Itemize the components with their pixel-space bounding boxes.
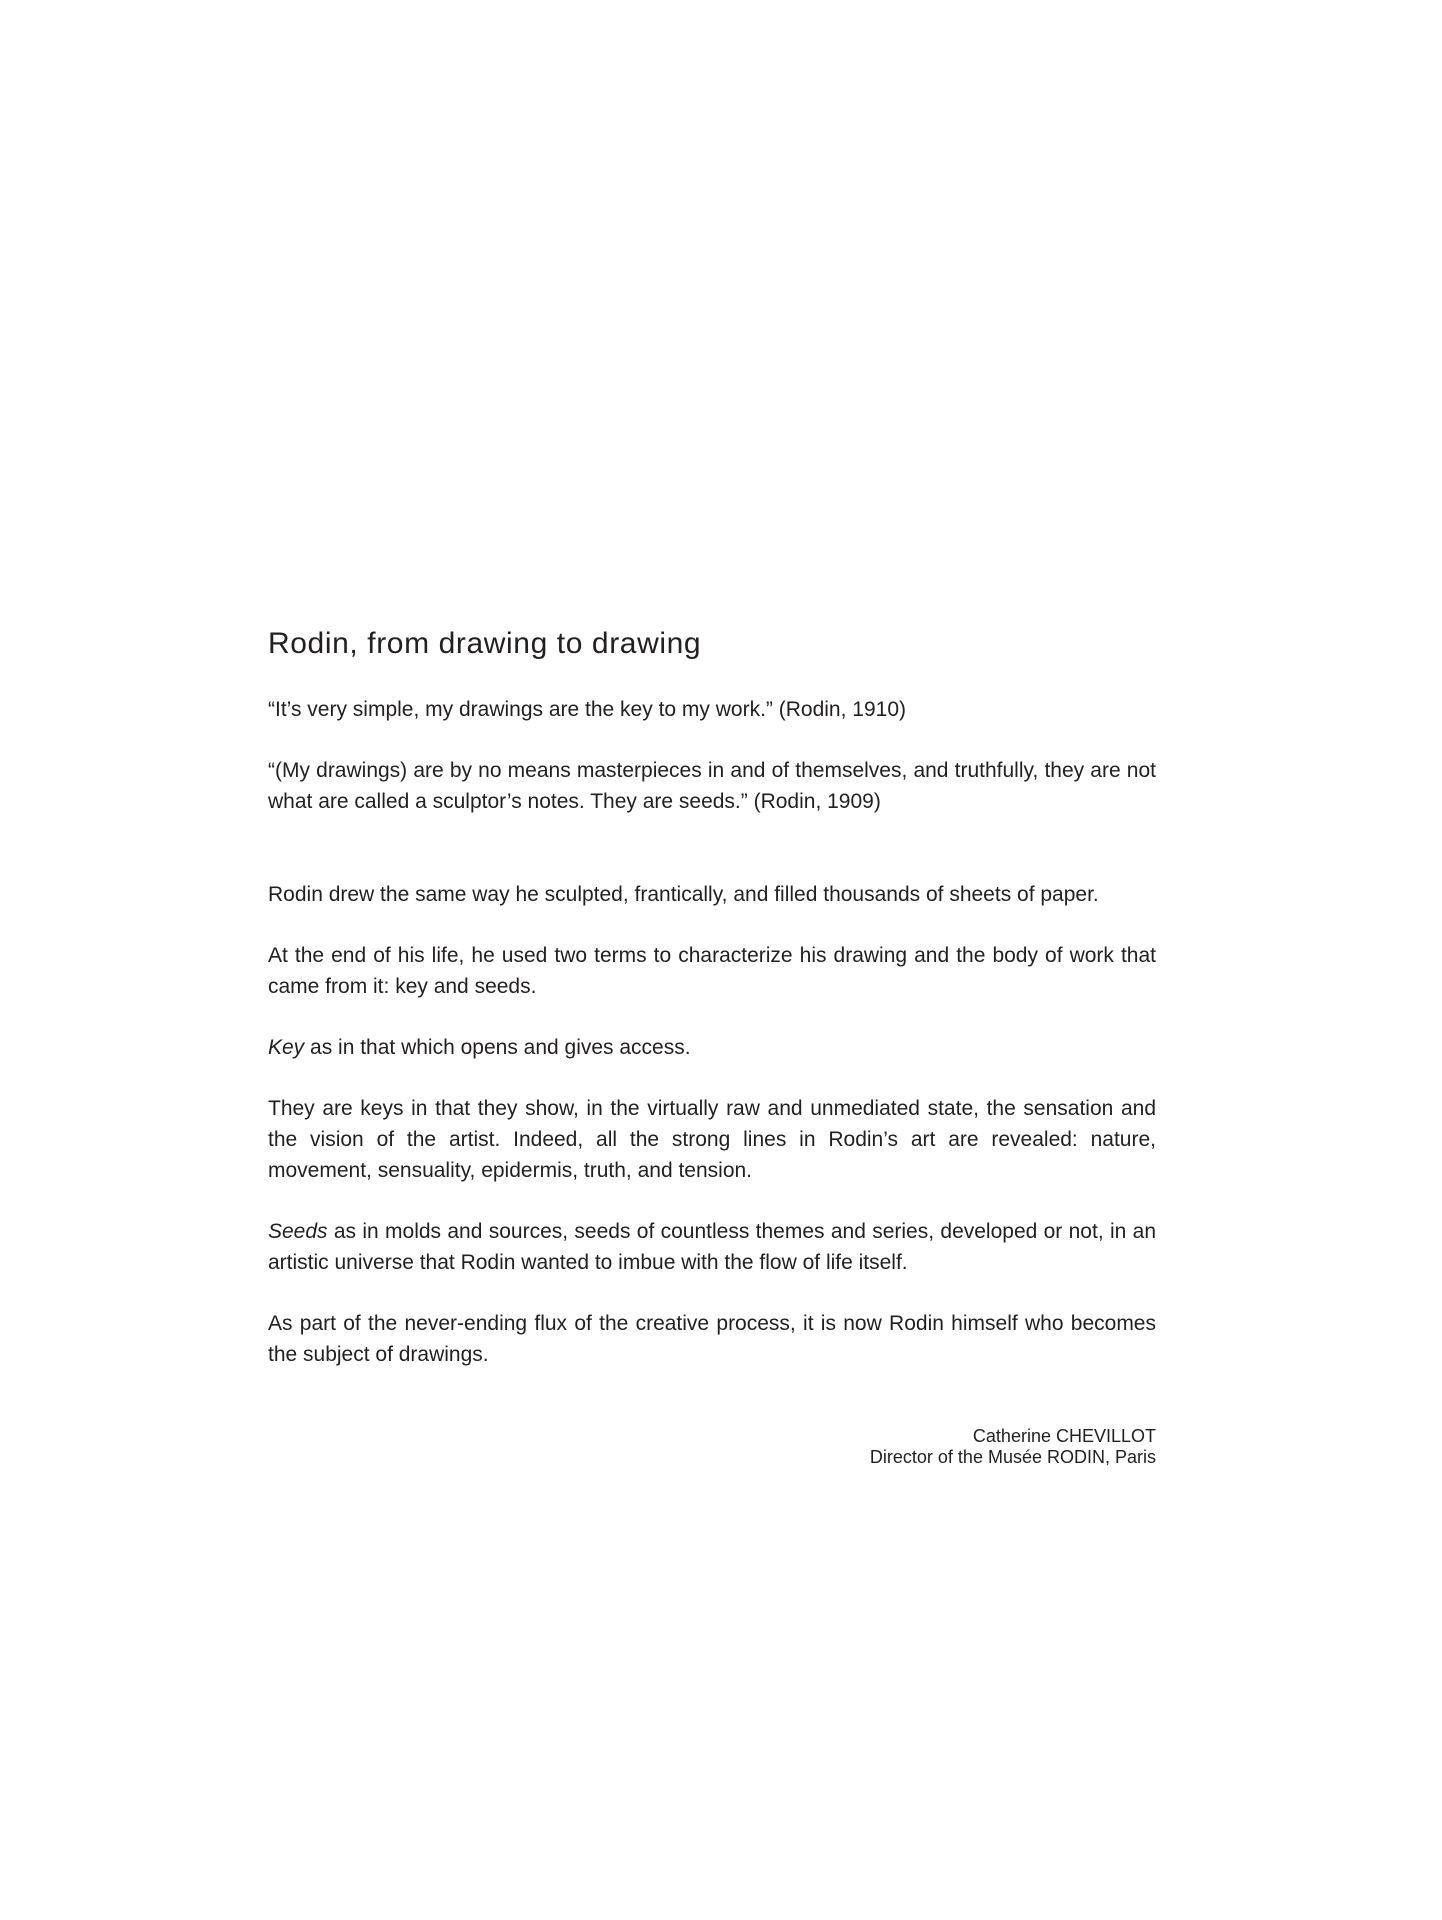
signature-block [268,1426,1156,1468]
quote-2: “(My drawings) are by no means masterpieces in and of themselves, and truthfully, they are not what are called a sculptor’s notes. They are seeds.” (Rodin, 1909) [268,759,1156,813]
paragraph-5 [268,1216,1156,1278]
paragraph-3-rest: as in that which opens and gives access. [304,1036,691,1059]
paragraph-2: At the end of his life, he used two terms to characterize his drawing and the body of work that came from it: key and seeds. [268,944,1156,998]
signature-name: Catherine CHEVILLOT [972,1426,1156,1446]
paragraph-3-lead: Key [268,1036,305,1059]
signature-role: Director of the Musée RODIN, Paris [869,1447,1156,1467]
paragraph-4: They are keys in that they show, in the virtually raw and unmediated state, the sensation and the vision of the artist. Indeed, all the strong lines in Rodin’s art are revealed: nature, movement, sensuality, epidermis, truth, and tension. [268,1097,1156,1182]
paragraph-5-lead: Seeds [268,1220,328,1243]
article-body [268,620,1156,1468]
paragraph-1: Rodin drew the same way he sculpted, frantically, and filled thousands of sheets of paper. [268,883,1099,906]
quote-1: “It’s very simple, my drawings are the key to my work.” (Rodin, 1910) [268,698,906,721]
page-title: Rodin, from drawing to drawing [268,627,702,660]
paragraph-3 [268,1032,1156,1063]
paragraph-5-rest: as in molds and sources, seeds of countless themes and series, developed or not, in an artistic universe that Rodin wanted to imbue with the flow of life itself. [268,1220,1156,1274]
paragraph-6: As part of the never-ending flux of the creative process, it is now Rodin himself who becomes the subject of drawings. [268,1312,1156,1366]
